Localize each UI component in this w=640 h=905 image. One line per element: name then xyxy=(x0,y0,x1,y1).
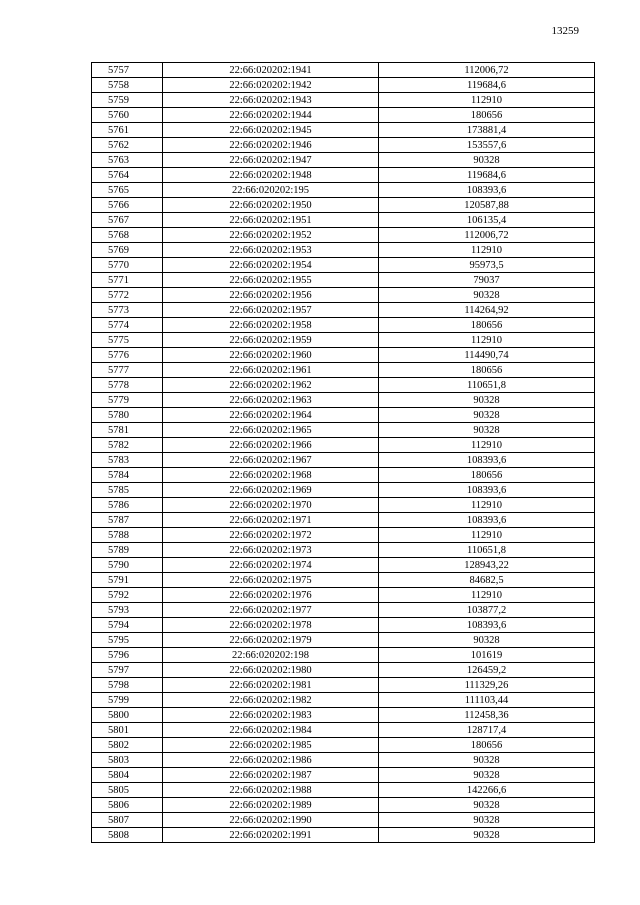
table-body xyxy=(92,63,595,843)
cadastral-number-cell: 22:66:020202:1960 xyxy=(163,348,379,363)
value-cell: 128717,4 xyxy=(379,723,595,738)
value-cell: 90328 xyxy=(379,768,595,783)
cadastral-number-cell: 22:66:020202:1944 xyxy=(163,108,379,123)
row-number-cell: 5780 xyxy=(92,408,163,423)
cadastral-number-cell: 22:66:020202:1978 xyxy=(163,618,379,633)
table-row xyxy=(92,678,595,693)
cadastral-number-cell: 22:66:020202:1948 xyxy=(163,168,379,183)
value-cell: 90328 xyxy=(379,813,595,828)
table-row xyxy=(92,558,595,573)
row-number-cell: 5785 xyxy=(92,483,163,498)
row-number-cell: 5782 xyxy=(92,438,163,453)
table-row xyxy=(92,603,595,618)
table-row xyxy=(92,378,595,393)
table-row xyxy=(92,783,595,798)
value-cell: 108393,6 xyxy=(379,183,595,198)
cadastral-number-cell: 22:66:020202:1952 xyxy=(163,228,379,243)
table-row xyxy=(92,108,595,123)
table-row xyxy=(92,93,595,108)
row-number-cell: 5763 xyxy=(92,153,163,168)
cadastral-number-cell: 22:66:020202:1990 xyxy=(163,813,379,828)
value-cell: 180656 xyxy=(379,468,595,483)
value-cell: 153557,6 xyxy=(379,138,595,153)
row-number-cell: 5787 xyxy=(92,513,163,528)
row-number-cell: 5805 xyxy=(92,783,163,798)
value-cell: 90328 xyxy=(379,288,595,303)
value-cell: 110651,8 xyxy=(379,543,595,558)
row-number-cell: 5806 xyxy=(92,798,163,813)
value-cell: 90328 xyxy=(379,633,595,648)
cadastral-number-cell: 22:66:020202:1945 xyxy=(163,123,379,138)
row-number-cell: 5769 xyxy=(92,243,163,258)
table-row xyxy=(92,498,595,513)
row-number-cell: 5760 xyxy=(92,108,163,123)
value-cell: 119684,6 xyxy=(379,78,595,93)
table-row xyxy=(92,663,595,678)
cadastral-number-cell: 22:66:020202:1977 xyxy=(163,603,379,618)
row-number-cell: 5800 xyxy=(92,708,163,723)
cadastral-number-cell: 22:66:020202:1947 xyxy=(163,153,379,168)
cadastral-number-cell: 22:66:020202:1961 xyxy=(163,363,379,378)
value-cell: 108393,6 xyxy=(379,453,595,468)
cadastral-number-cell: 22:66:020202:1985 xyxy=(163,738,379,753)
row-number-cell: 5774 xyxy=(92,318,163,333)
row-number-cell: 5764 xyxy=(92,168,163,183)
table-row xyxy=(92,273,595,288)
cadastral-number-cell: 22:66:020202:1981 xyxy=(163,678,379,693)
value-cell: 180656 xyxy=(379,108,595,123)
table-row xyxy=(92,708,595,723)
value-cell: 90328 xyxy=(379,828,595,843)
table-row xyxy=(92,228,595,243)
table-row xyxy=(92,213,595,228)
table-row xyxy=(92,483,595,498)
cadastral-number-cell: 22:66:020202:1959 xyxy=(163,333,379,348)
row-number-cell: 5773 xyxy=(92,303,163,318)
row-number-cell: 5759 xyxy=(92,93,163,108)
row-number-cell: 5777 xyxy=(92,363,163,378)
value-cell: 103877,2 xyxy=(379,603,595,618)
row-number-cell: 5776 xyxy=(92,348,163,363)
cadastral-number-cell: 22:66:020202:1951 xyxy=(163,213,379,228)
cadastral-number-cell: 22:66:020202:1953 xyxy=(163,243,379,258)
value-cell: 112910 xyxy=(379,93,595,108)
row-number-cell: 5788 xyxy=(92,528,163,543)
cadastral-number-cell: 22:66:020202:1965 xyxy=(163,423,379,438)
table-row xyxy=(92,198,595,213)
cadastral-number-cell: 22:66:020202:1942 xyxy=(163,78,379,93)
table-row xyxy=(92,288,595,303)
table-row xyxy=(92,408,595,423)
table-row xyxy=(92,723,595,738)
cadastral-number-cell: 22:66:020202:1957 xyxy=(163,303,379,318)
value-cell: 112910 xyxy=(379,333,595,348)
cadastral-number-cell: 22:66:020202:1974 xyxy=(163,558,379,573)
row-number-cell: 5797 xyxy=(92,663,163,678)
value-cell: 90328 xyxy=(379,423,595,438)
row-number-cell: 5802 xyxy=(92,738,163,753)
table-row xyxy=(92,588,595,603)
table-row xyxy=(92,348,595,363)
row-number-cell: 5791 xyxy=(92,573,163,588)
table-row xyxy=(92,618,595,633)
cadastral-number-cell: 22:66:020202:198 xyxy=(163,648,379,663)
value-cell: 108393,6 xyxy=(379,618,595,633)
cadastral-number-cell: 22:66:020202:1970 xyxy=(163,498,379,513)
value-cell: 90328 xyxy=(379,153,595,168)
row-number-cell: 5796 xyxy=(92,648,163,663)
row-number-cell: 5778 xyxy=(92,378,163,393)
table-row xyxy=(92,738,595,753)
table-row xyxy=(92,468,595,483)
value-cell: 112910 xyxy=(379,588,595,603)
value-cell: 112006,72 xyxy=(379,228,595,243)
value-cell: 112910 xyxy=(379,528,595,543)
cadastral-number-cell: 22:66:020202:1972 xyxy=(163,528,379,543)
row-number-cell: 5772 xyxy=(92,288,163,303)
value-cell: 111329,26 xyxy=(379,678,595,693)
cadastral-number-cell: 22:66:020202:1979 xyxy=(163,633,379,648)
value-cell: 173881,4 xyxy=(379,123,595,138)
table-row xyxy=(92,813,595,828)
cadastral-number-cell: 22:66:020202:1989 xyxy=(163,798,379,813)
row-number-cell: 5779 xyxy=(92,393,163,408)
row-number-cell: 5765 xyxy=(92,183,163,198)
row-number-cell: 5799 xyxy=(92,693,163,708)
row-number-cell: 5786 xyxy=(92,498,163,513)
row-number-cell: 5790 xyxy=(92,558,163,573)
value-cell: 108393,6 xyxy=(379,483,595,498)
page-number: 13259 xyxy=(551,25,579,37)
cadastral-number-cell: 22:66:020202:1984 xyxy=(163,723,379,738)
row-number-cell: 5767 xyxy=(92,213,163,228)
row-number-cell: 5770 xyxy=(92,258,163,273)
row-number-cell: 5783 xyxy=(92,453,163,468)
value-cell: 114490,74 xyxy=(379,348,595,363)
value-cell: 111103,44 xyxy=(379,693,595,708)
value-cell: 90328 xyxy=(379,753,595,768)
value-cell: 180656 xyxy=(379,363,595,378)
value-cell: 84682,5 xyxy=(379,573,595,588)
cadastral-number-cell: 22:66:020202:1962 xyxy=(163,378,379,393)
table-row xyxy=(92,693,595,708)
cadastral-number-cell: 22:66:020202:1969 xyxy=(163,483,379,498)
table-row xyxy=(92,453,595,468)
cadastral-number-cell: 22:66:020202:1973 xyxy=(163,543,379,558)
cadastral-number-cell: 22:66:020202:1983 xyxy=(163,708,379,723)
table-row xyxy=(92,138,595,153)
cadastral-number-cell: 22:66:020202:1988 xyxy=(163,783,379,798)
value-cell: 112910 xyxy=(379,438,595,453)
value-cell: 120587,88 xyxy=(379,198,595,213)
row-number-cell: 5768 xyxy=(92,228,163,243)
row-number-cell: 5808 xyxy=(92,828,163,843)
row-number-cell: 5793 xyxy=(92,603,163,618)
row-number-cell: 5762 xyxy=(92,138,163,153)
cadastral-number-cell: 22:66:020202:1971 xyxy=(163,513,379,528)
cadastral-number-cell: 22:66:020202:1966 xyxy=(163,438,379,453)
cadastral-number-cell: 22:66:020202:1946 xyxy=(163,138,379,153)
table-row xyxy=(92,513,595,528)
cadastral-number-cell: 22:66:020202:1987 xyxy=(163,768,379,783)
value-cell: 79037 xyxy=(379,273,595,288)
row-number-cell: 5771 xyxy=(92,273,163,288)
cadastral-number-cell: 22:66:020202:1964 xyxy=(163,408,379,423)
table-row xyxy=(92,363,595,378)
value-cell: 180656 xyxy=(379,318,595,333)
cadastral-number-cell: 22:66:020202:1982 xyxy=(163,693,379,708)
table-row xyxy=(92,633,595,648)
cadastral-number-cell: 22:66:020202:1975 xyxy=(163,573,379,588)
cadastral-number-cell: 22:66:020202:195 xyxy=(163,183,379,198)
table-row xyxy=(92,798,595,813)
value-cell: 112910 xyxy=(379,243,595,258)
table-row xyxy=(92,183,595,198)
table-row xyxy=(92,63,595,78)
value-cell: 126459,2 xyxy=(379,663,595,678)
value-cell: 119684,6 xyxy=(379,168,595,183)
cadastral-number-cell: 22:66:020202:1954 xyxy=(163,258,379,273)
value-cell: 108393,6 xyxy=(379,513,595,528)
table-row xyxy=(92,123,595,138)
table-row xyxy=(92,303,595,318)
row-number-cell: 5803 xyxy=(92,753,163,768)
value-cell: 90328 xyxy=(379,408,595,423)
cadastral-number-cell: 22:66:020202:1967 xyxy=(163,453,379,468)
table-row xyxy=(92,648,595,663)
value-cell: 112006,72 xyxy=(379,63,595,78)
row-number-cell: 5766 xyxy=(92,198,163,213)
value-cell: 106135,4 xyxy=(379,213,595,228)
table-row xyxy=(92,153,595,168)
row-number-cell: 5789 xyxy=(92,543,163,558)
row-number-cell: 5784 xyxy=(92,468,163,483)
row-number-cell: 5795 xyxy=(92,633,163,648)
cadastral-number-cell: 22:66:020202:1976 xyxy=(163,588,379,603)
cadastral-number-cell: 22:66:020202:1950 xyxy=(163,198,379,213)
table-row xyxy=(92,768,595,783)
table-row xyxy=(92,753,595,768)
value-cell: 112458,36 xyxy=(379,708,595,723)
cadastral-value-table xyxy=(91,62,595,843)
value-cell: 142266,6 xyxy=(379,783,595,798)
table-row xyxy=(92,543,595,558)
value-cell: 114264,92 xyxy=(379,303,595,318)
table-row xyxy=(92,393,595,408)
table-row xyxy=(92,168,595,183)
row-number-cell: 5761 xyxy=(92,123,163,138)
table-row xyxy=(92,528,595,543)
row-number-cell: 5807 xyxy=(92,813,163,828)
row-number-cell: 5757 xyxy=(92,63,163,78)
table-row xyxy=(92,318,595,333)
cadastral-number-cell: 22:66:020202:1968 xyxy=(163,468,379,483)
row-number-cell: 5792 xyxy=(92,588,163,603)
value-cell: 128943,22 xyxy=(379,558,595,573)
row-number-cell: 5801 xyxy=(92,723,163,738)
cadastral-number-cell: 22:66:020202:1956 xyxy=(163,288,379,303)
value-cell: 101619 xyxy=(379,648,595,663)
row-number-cell: 5775 xyxy=(92,333,163,348)
row-number-cell: 5781 xyxy=(92,423,163,438)
cadastral-number-cell: 22:66:020202:1980 xyxy=(163,663,379,678)
value-cell: 95973,5 xyxy=(379,258,595,273)
table-row xyxy=(92,243,595,258)
cadastral-number-cell: 22:66:020202:1955 xyxy=(163,273,379,288)
cadastral-number-cell: 22:66:020202:1941 xyxy=(163,63,379,78)
table-row xyxy=(92,438,595,453)
table-row xyxy=(92,573,595,588)
row-number-cell: 5798 xyxy=(92,678,163,693)
value-cell: 90328 xyxy=(379,393,595,408)
value-cell: 180656 xyxy=(379,738,595,753)
cadastral-number-cell: 22:66:020202:1943 xyxy=(163,93,379,108)
cadastral-number-cell: 22:66:020202:1991 xyxy=(163,828,379,843)
cadastral-number-cell: 22:66:020202:1986 xyxy=(163,753,379,768)
value-cell: 90328 xyxy=(379,798,595,813)
table-row xyxy=(92,333,595,348)
table-row xyxy=(92,258,595,273)
row-number-cell: 5804 xyxy=(92,768,163,783)
table-row xyxy=(92,828,595,843)
value-cell: 112910 xyxy=(379,498,595,513)
value-cell: 110651,8 xyxy=(379,378,595,393)
table-row xyxy=(92,423,595,438)
row-number-cell: 5758 xyxy=(92,78,163,93)
row-number-cell: 5794 xyxy=(92,618,163,633)
cadastral-number-cell: 22:66:020202:1963 xyxy=(163,393,379,408)
cadastral-number-cell: 22:66:020202:1958 xyxy=(163,318,379,333)
table-row xyxy=(92,78,595,93)
